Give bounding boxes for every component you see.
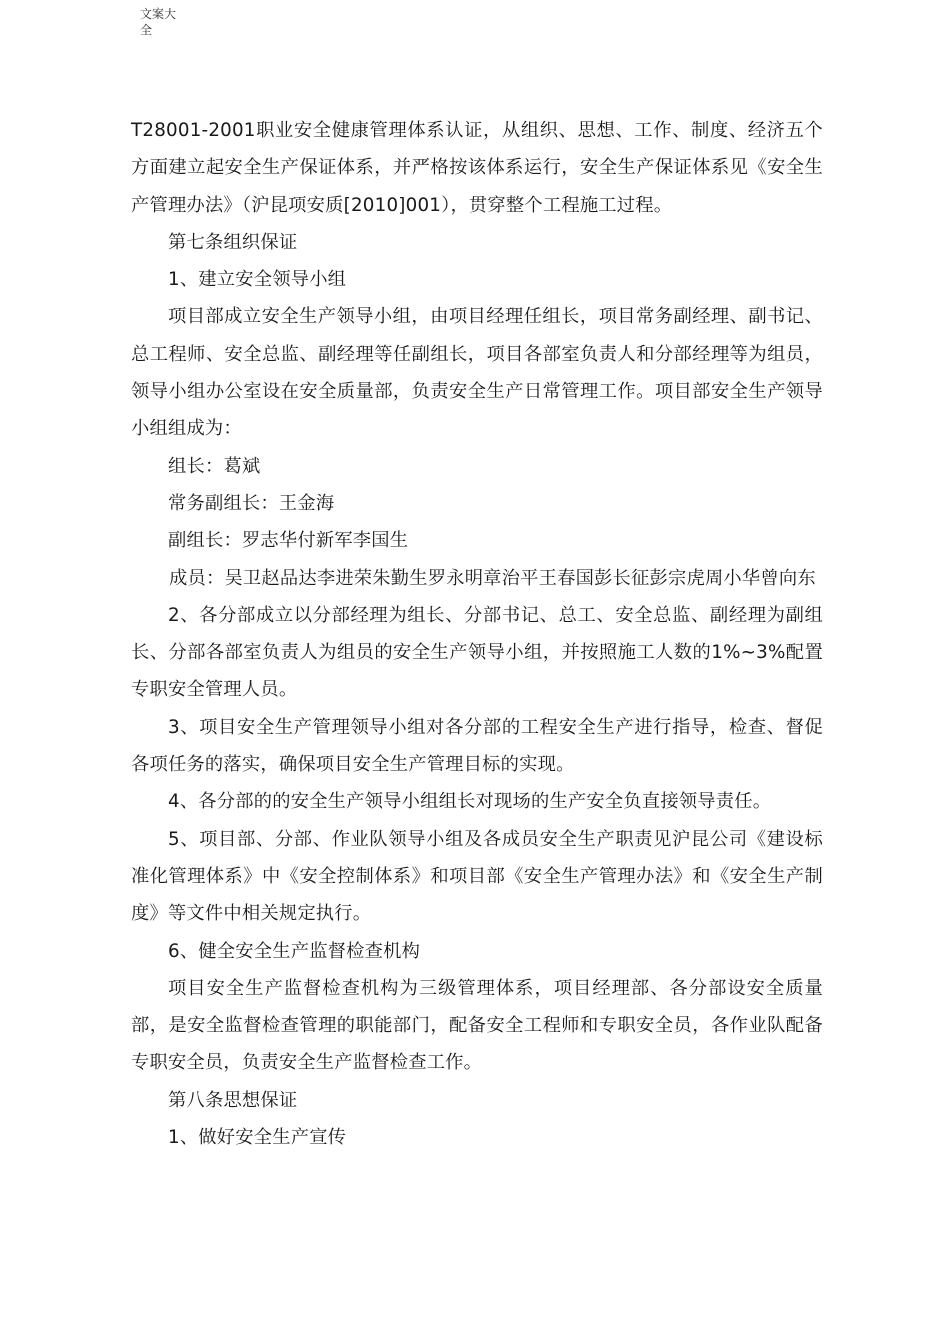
paragraph-item-3: 3、项目安全生产管理领导小组对各分部的工程安全生产进行指导，检查、督促各项任务的落实，确保项目安全生产管理目标的实现。 (131, 716, 823, 776)
subheading-leadership-group: 1、建立安全领导小组 (168, 269, 347, 291)
member-deputies: 副组长：罗志华付新军李国生 (168, 530, 409, 552)
member-list: 成员：吴卫赵品达李进荣朱勤生罗永明章治平王春国彭长征彭宗虎周小华曾向东 (169, 567, 816, 589)
paragraph-certification: T28001-2001职业安全健康管理体系认证，从组织、思想、工作、制度、经济五个方面建立起安全生产保证体系，并严格按该体系运行，安全生产保证体系见《安全生产管理办法》（沪昆项安质[2010]001），贯穿整个工程施工过程。 (131, 120, 823, 216)
paragraph-item-5: 5、项目部、分部、作业队领导小组及各成员安全生产职责见沪昆公司《建设标准化管理体系》中《安全控制体系》和项目部《安全生产管理办法》和《安全生产制度》等文件中相关规定执行。 (131, 828, 823, 925)
header-watermark: 文案大全 (140, 7, 177, 37)
member-leader: 组长：葛斌 (168, 455, 261, 477)
paragraph-supervision: 项目安全生产监督检查机构为三级管理体系，项目经理部、各分部设安全质量部，是安全监督检查管理的职能部门，配备安全工程师和专职安全员，各作业队配备专职安全员，负责安全生产监督检查工作。 (131, 977, 823, 1074)
paragraph-item-4: 4、各分部的的安全生产领导小组组长对现场的生产安全负直接领导责任。 (168, 791, 772, 813)
section-heading-article-8: 第八条思想保证 (168, 1089, 298, 1111)
document-body (131, 112, 823, 1156)
subheading-supervision: 6、健全安全生产监督检查机构 (168, 940, 421, 962)
paragraph-leadership-group: 项目部成立安全生产领导小组，由项目经理任组长，项目常务副经理、副书记、总工程师、安全总监、副经理等任副组长，项目各部室负责人和分部经理等为组员，领导小组办公室设在安全质量部，负责安全生产日常管理工作。项目部安全生产领导小组组成为： (131, 306, 823, 440)
paragraph-item-2: 2、各分部成立以分部经理为组长、分部书记、总工、安全总监、副经理为副组长、分部各部室负责人为组员的安全生产领导小组，并按照施工人数的1%~3%配置专职安全管理人员。 (131, 604, 823, 701)
subheading-publicity: 1、做好安全生产宣传 (168, 1127, 347, 1149)
section-heading-article-7: 第七条组织保证 (168, 231, 298, 253)
member-executive-deputy: 常务副组长：王金海 (168, 492, 335, 514)
